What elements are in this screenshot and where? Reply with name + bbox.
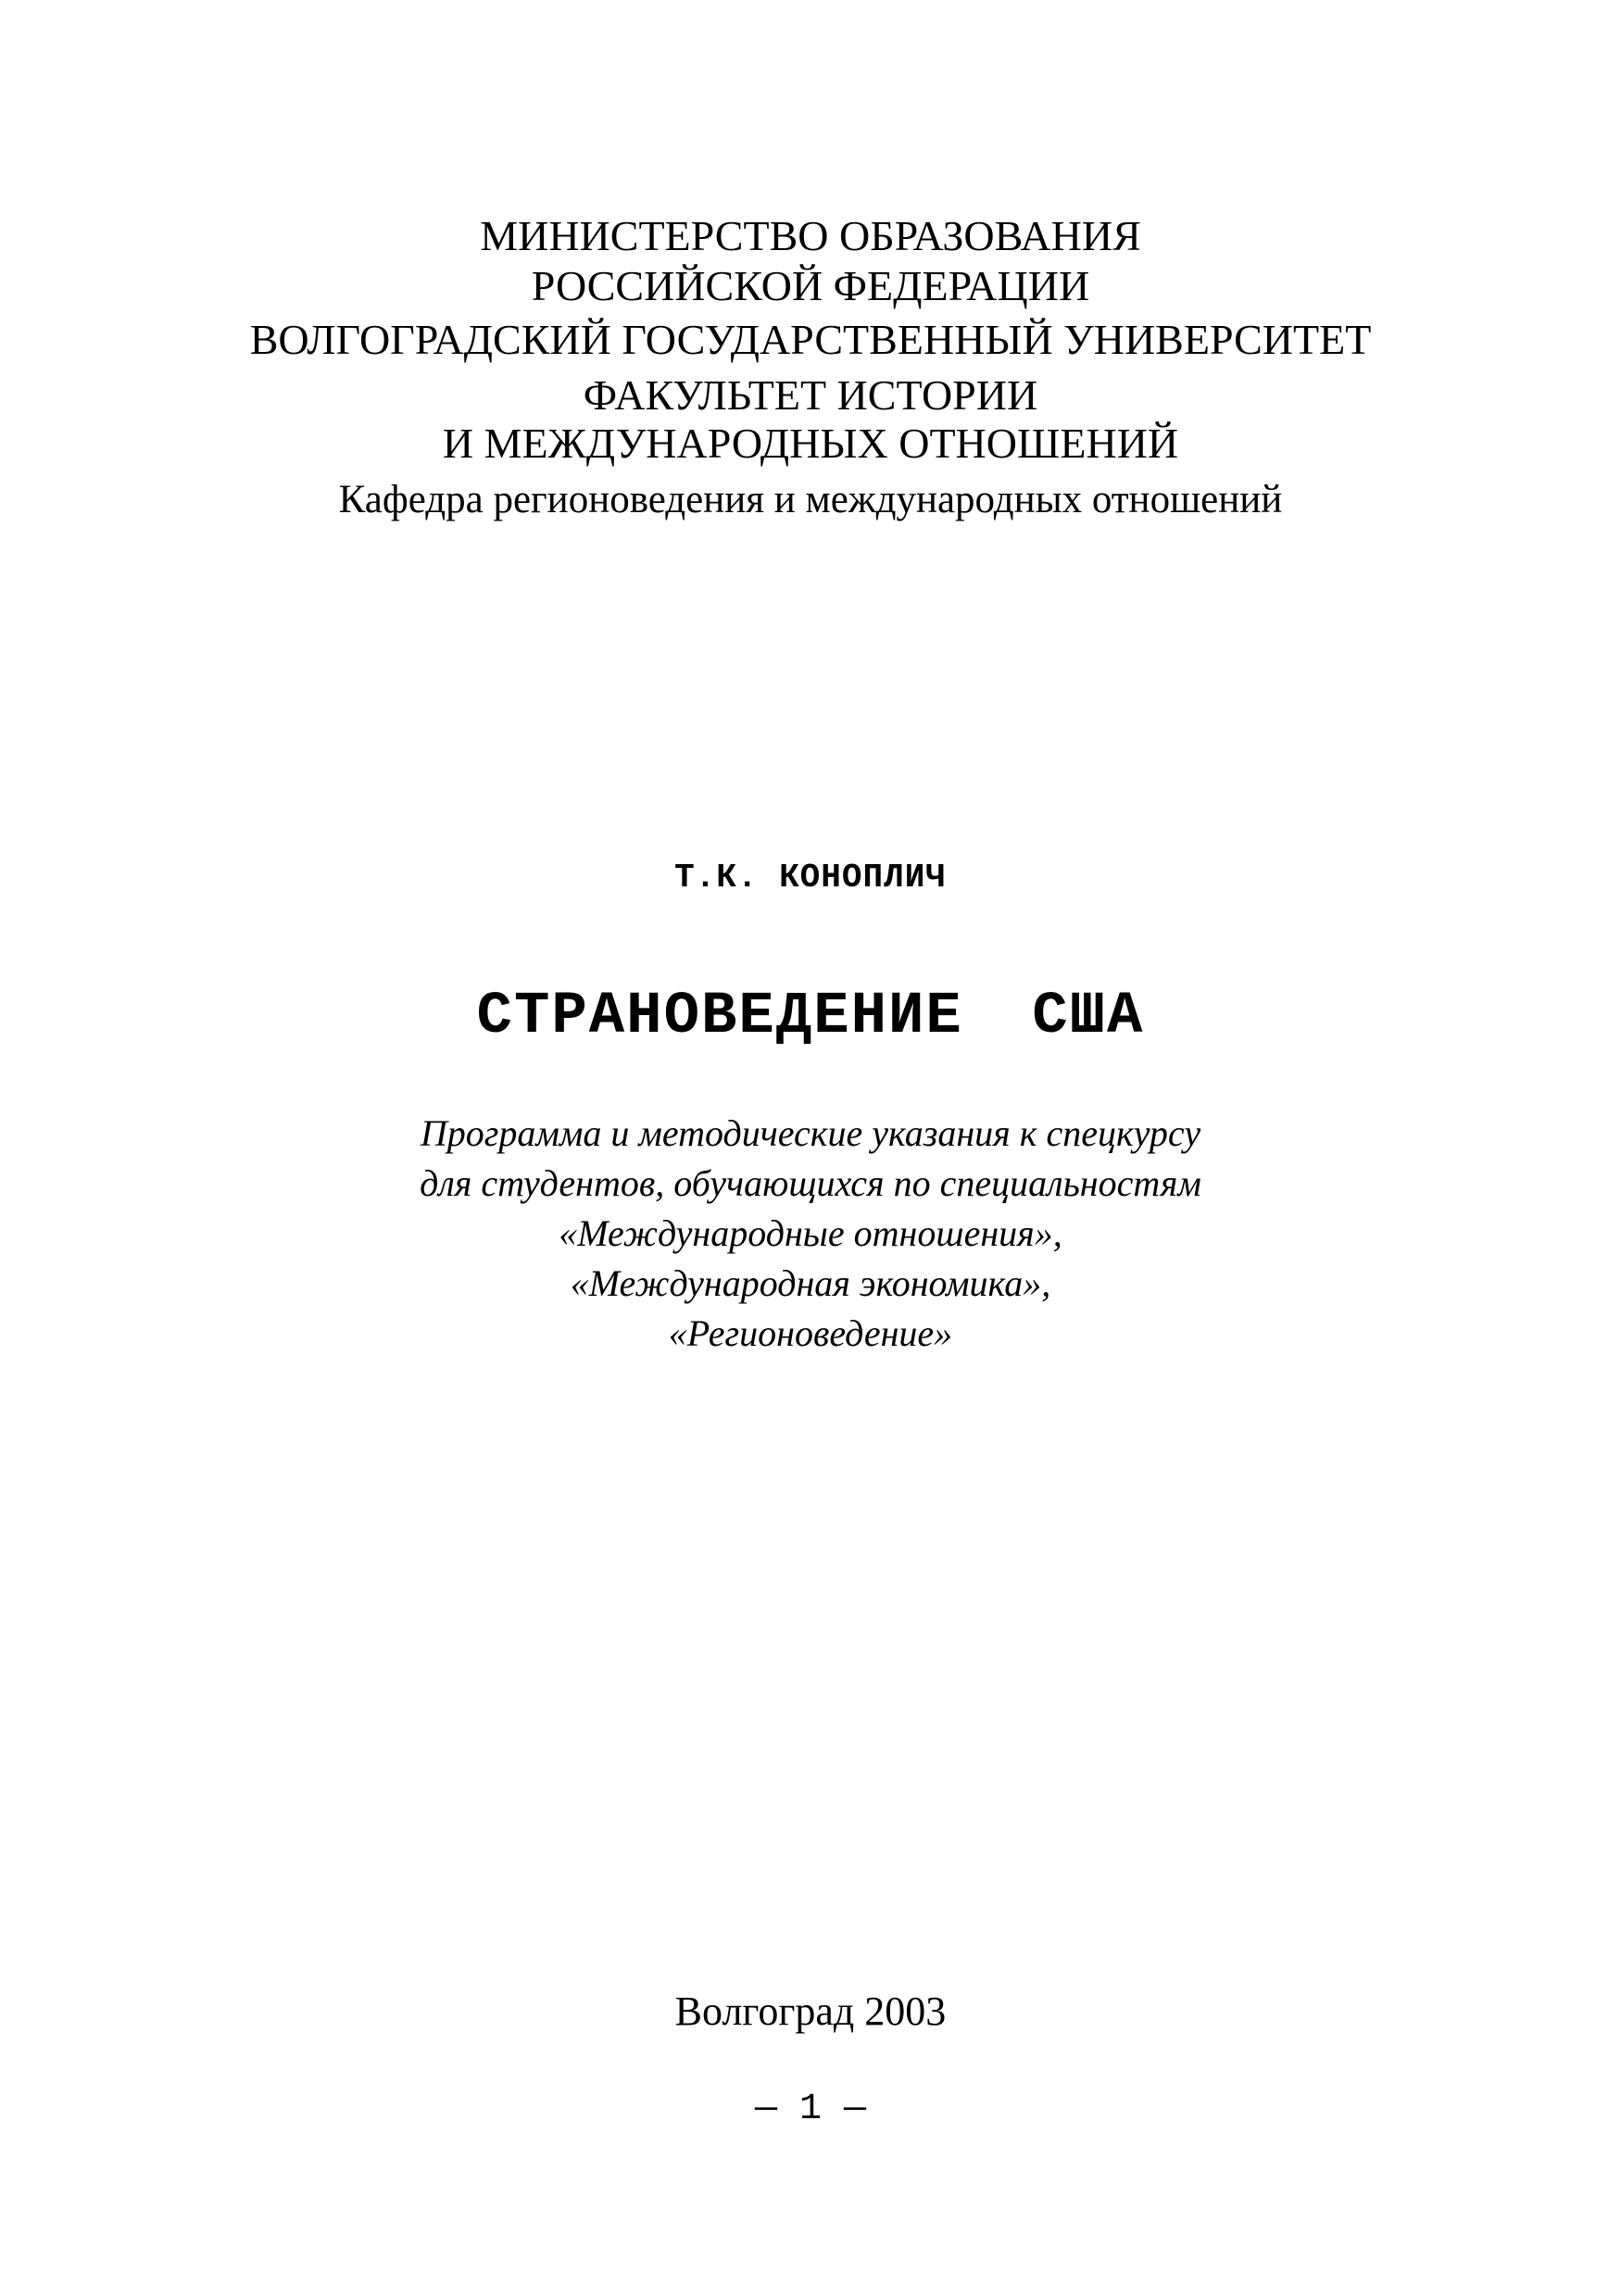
description-line-5: «Регионоведение» bbox=[668, 1312, 953, 1354]
document-title: СТРАНОВЕДЕНИЕ США bbox=[476, 984, 1145, 1050]
description-line-2: для студентов, обучающихся по специальностям bbox=[420, 1162, 1201, 1204]
ministry-line-1: МИНИСТЕРСТВО ОБРАЗОВАНИЯ bbox=[480, 212, 1141, 259]
university-name: ВОЛГОГРАДСКИЙ ГОСУДАРСТВЕННЫЙ УНИВЕРСИТЕТ bbox=[249, 316, 1372, 363]
description-line-1: Программа и методические указания к спецкурсу bbox=[420, 1112, 1201, 1154]
faculty-line-2: И МЕЖДУНАРОДНЫХ ОТНОШЕНИЙ bbox=[442, 420, 1179, 467]
description-line-3: «Международные отношения», bbox=[559, 1212, 1062, 1254]
department-name: Кафедра регионоведения и международных отношений bbox=[338, 478, 1283, 521]
author-name: Т.К. КОНОПЛИЧ bbox=[674, 859, 947, 897]
faculty-line-1: ФАКУЛЬТЕТ ИСТОРИИ bbox=[583, 371, 1038, 419]
page-number: — 1 — bbox=[754, 2089, 867, 2130]
ministry-line-2: РОССИЙСКОЙ ФЕДЕРАЦИИ bbox=[531, 262, 1090, 309]
city-year: Волгоград 2003 bbox=[674, 1989, 947, 2034]
description-line-4: «Международная экономика», bbox=[570, 1262, 1051, 1304]
